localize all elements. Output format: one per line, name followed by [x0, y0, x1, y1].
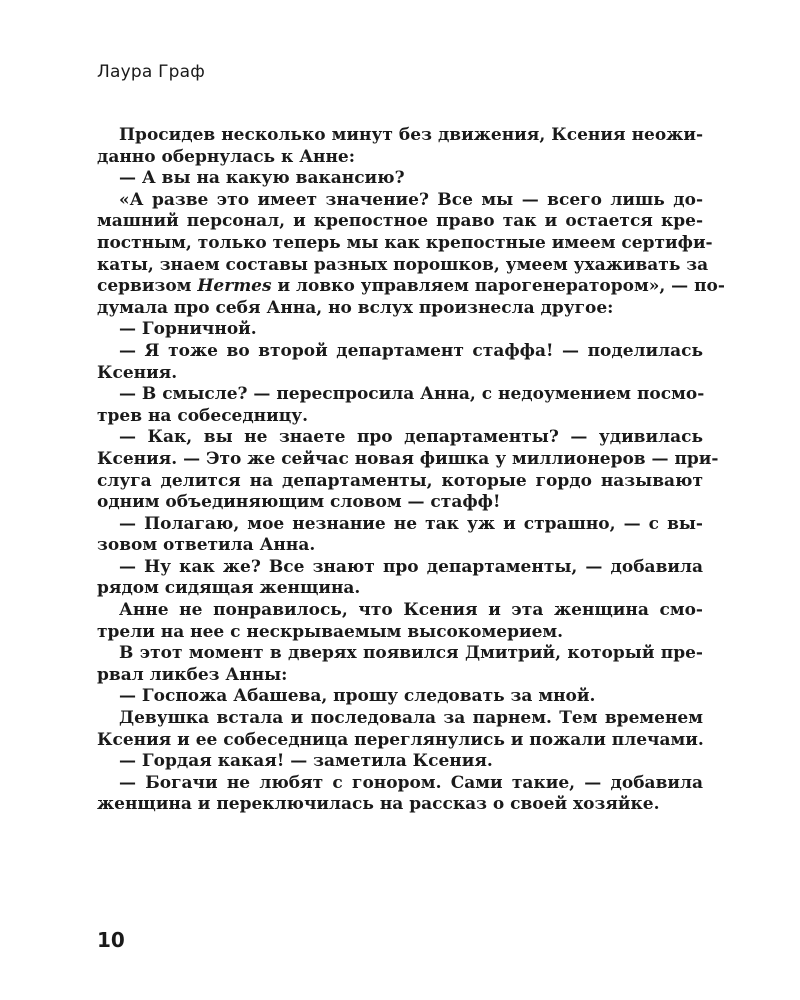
- text-segment: — Как, вы не знаете про департаменты? — удивилась: [119, 427, 703, 448]
- text-segment: — Гордая какая! — заметила Ксения.: [119, 751, 493, 772]
- text-segment: Девушка встала и последовала за парнем. Тем временем: [119, 708, 703, 729]
- text-segment: В этот момент в дверях появился Дмитрий, который пре-: [119, 643, 703, 664]
- text-segment: зовом ответила Анна.: [97, 535, 316, 556]
- text-line: [97, 341, 703, 363]
- text-segment: рвал ликбез Анны:: [97, 664, 288, 685]
- text-segment: Просидев несколько минут без движения, Ксения неожи-: [119, 125, 703, 145]
- text-segment: — Я тоже во второй департамент стаффа! — поделилась: [119, 340, 703, 361]
- text-segment: Ксения. — Это же сейчас новая фишка у миллионеров — при-: [97, 448, 719, 469]
- text-line: [97, 190, 703, 212]
- text-segment: данно обернулась к Анне:: [97, 146, 356, 167]
- text-segment: думала про себя Анна, но вслух произнесла другое:: [97, 297, 614, 318]
- text-line: [97, 384, 703, 406]
- text-line: [97, 622, 703, 644]
- text-segment: — Госпожа Абашева, прошу следовать за мной.: [119, 686, 596, 707]
- text-line: [97, 557, 703, 579]
- text-line: [97, 147, 703, 169]
- text-line: [97, 794, 703, 816]
- text-segment: — Богачи не любят с гонором. Сами такие, — добавила: [119, 772, 703, 793]
- text-line: [97, 643, 703, 665]
- text-line: [97, 773, 703, 795]
- text-line: [97, 125, 703, 147]
- text-segment: машний персонал, и крепостное право так и остается кре-: [97, 211, 703, 232]
- text-segment: — В смысле? — переспросила Анна, с недоумением посмо-: [119, 384, 705, 405]
- text-line: [97, 168, 703, 190]
- text-line: [97, 276, 725, 298]
- text-line: [97, 535, 703, 557]
- italic-text: Hermes: [197, 276, 272, 297]
- text-segment: слуга делится на департаменты, которые гордо называют: [97, 470, 703, 491]
- text-segment: Ксения и ее собеседница переглянулись и пожали плечами.: [97, 729, 704, 750]
- text-line: [97, 232, 713, 255]
- text-segment: и ловко управляем парогенератором», — по-: [271, 276, 725, 297]
- text-line: [97, 600, 703, 622]
- body-text: [97, 125, 725, 816]
- text-line: [97, 254, 709, 277]
- text-line: [97, 492, 703, 514]
- text-line: [97, 363, 703, 385]
- text-segment: «А разве это имеет значение? Все мы — всего лишь до-: [119, 189, 703, 210]
- page-number: 10: [97, 928, 125, 952]
- text-segment: — А вы на какую вакансию?: [119, 168, 405, 189]
- text-segment: трели на нее с нескрываемым высокомерием.: [97, 621, 564, 642]
- text-line: [97, 751, 703, 773]
- text-line: [97, 471, 703, 493]
- text-line: [97, 427, 703, 449]
- text-segment: Ксения.: [97, 362, 178, 383]
- text-line: [97, 448, 719, 471]
- text-line: [97, 211, 703, 233]
- text-line: [97, 708, 703, 730]
- text-segment: одним объединяющим словом — стафф!: [97, 492, 501, 513]
- text-segment: женщина и переключилась на рассказ о своей хозяйке.: [97, 794, 660, 815]
- text-segment: каты, знаем составы разных порошков, умеем ухаживать за: [97, 254, 709, 275]
- text-segment: рядом сидящая женщина.: [97, 578, 361, 599]
- text-segment: Анне не понравилось, что Ксения и эта женщина смо-: [119, 600, 703, 621]
- text-line: [97, 298, 703, 320]
- text-segment: сервизом: [97, 276, 198, 297]
- text-segment: — Ну как же? Все знают про департаменты, — добавила: [119, 556, 703, 577]
- text-segment: постным, только теперь мы как крепостные имеем сертифи-: [97, 232, 713, 253]
- text-line: [97, 319, 703, 341]
- text-line: [97, 514, 703, 536]
- text-line: [97, 578, 703, 600]
- text-segment: — Полагаю, мое незнание не так уж и страшно, — с вы-: [119, 513, 703, 534]
- running-header-author: Лаура Граф: [97, 62, 205, 82]
- text-segment: трев на собеседницу.: [97, 405, 309, 426]
- text-segment: — Горничной.: [119, 319, 257, 340]
- text-line: [97, 665, 703, 687]
- text-line: [97, 686, 703, 708]
- text-line: [97, 730, 703, 752]
- text-line: [97, 406, 703, 428]
